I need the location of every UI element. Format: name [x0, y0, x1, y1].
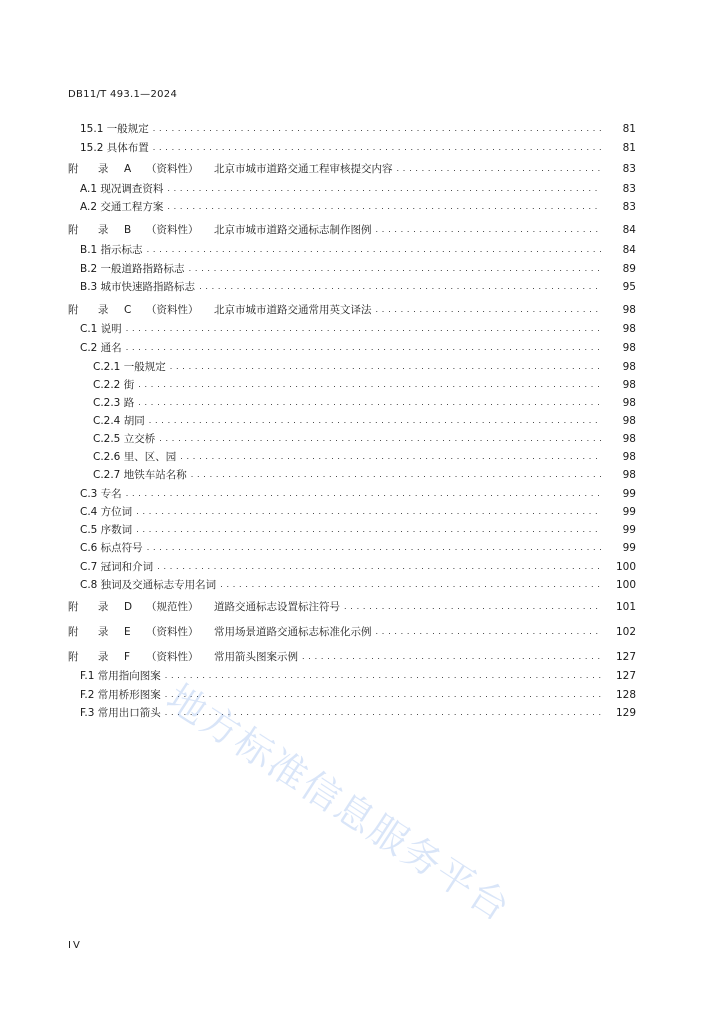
- dot-leader: [153, 124, 602, 134]
- toc-entry-label: F.1 常用指向图案: [80, 670, 161, 682]
- dot-leader: [302, 652, 602, 662]
- appendix-title: 北京市城市道路交通常用英文译法: [214, 304, 372, 316]
- toc-entry-label: C.1 说明: [80, 323, 122, 335]
- toc-page-number: 98: [622, 451, 636, 463]
- dot-leader: [153, 143, 602, 153]
- dot-leader: [159, 434, 602, 444]
- dot-leader: [376, 225, 603, 235]
- dot-leader: [376, 305, 603, 315]
- toc-entry-label: C.7 冠词和介词: [80, 561, 154, 573]
- dot-leader: [136, 525, 602, 535]
- appendix-word: 附 录: [68, 626, 117, 638]
- toc-page-number: 98: [622, 379, 636, 391]
- toc-entry[interactable]: [0, 432, 724, 446]
- dot-leader: [344, 602, 602, 612]
- toc-page-number: 101: [615, 601, 636, 613]
- toc-appendix-label: [0, 625, 372, 639]
- dot-leader: [126, 343, 602, 353]
- dot-leader: [167, 184, 602, 194]
- appendix-letter: C: [124, 304, 132, 316]
- dot-leader: [138, 398, 602, 408]
- toc-entry-label: 15.1 一般规定: [80, 123, 149, 135]
- toc-page-number: 100: [615, 579, 636, 591]
- watermark: 地方标准信息服务平台: [159, 675, 519, 931]
- toc-entry[interactable]: [0, 200, 724, 214]
- toc-page-number: 99: [622, 488, 636, 500]
- toc-page-number: 129: [615, 707, 636, 719]
- dot-leader: [170, 362, 602, 372]
- toc-entry[interactable]: [0, 541, 724, 555]
- toc-entry-label: F.3 常用出口箭头: [80, 707, 161, 719]
- dot-leader: [199, 282, 602, 292]
- toc-entry[interactable]: [0, 505, 724, 519]
- toc-entry[interactable]: [0, 450, 724, 464]
- toc-entry[interactable]: [0, 378, 724, 392]
- dot-leader: [138, 380, 602, 390]
- appendix-word: 附 录: [68, 304, 117, 316]
- appendix-word: 附 录: [68, 224, 117, 236]
- toc-entry-label: B.2 一般道路指路标志: [80, 263, 185, 275]
- appendix-type: （资料性）: [146, 163, 199, 175]
- appendix-title: 常用箭头图案示例: [214, 651, 298, 663]
- toc-page-number: 127: [615, 670, 636, 682]
- toc-entry[interactable]: [0, 341, 724, 355]
- dot-leader: [165, 708, 602, 718]
- toc-entry[interactable]: [0, 243, 724, 257]
- dot-leader: [136, 507, 602, 517]
- toc-appendix-label: [0, 650, 298, 664]
- toc-page-number: 99: [622, 542, 636, 554]
- appendix-type: （资料性）: [146, 224, 199, 236]
- toc-entry[interactable]: [0, 280, 724, 294]
- appendix-type: （规范性）: [146, 601, 199, 613]
- appendix-letter: E: [124, 626, 131, 638]
- toc-entry-label: A.1 现况调查资料: [80, 183, 164, 195]
- dot-leader: [126, 324, 602, 334]
- toc-page-number: 98: [622, 397, 636, 409]
- dot-leader: [147, 543, 602, 553]
- toc-entry-label: A.2 交通工程方案: [80, 201, 164, 213]
- toc-entry[interactable]: [0, 122, 724, 136]
- toc-appendix-entry[interactable]: [0, 625, 724, 639]
- toc-page-number: 102: [615, 626, 636, 638]
- dot-leader: [147, 245, 602, 255]
- toc-entry-label: 15.2 具体布置: [80, 142, 149, 154]
- toc-page-number: 100: [615, 561, 636, 573]
- toc-entry[interactable]: [0, 706, 724, 720]
- toc-entry[interactable]: [0, 360, 724, 374]
- toc-entry-label: F.2 常用桥形图案: [80, 689, 161, 701]
- appendix-title: 北京市城市道路交通标志制作图例: [214, 224, 372, 236]
- toc-entry[interactable]: [0, 322, 724, 336]
- dot-leader: [167, 202, 602, 212]
- toc-page-number: 98: [622, 323, 636, 335]
- toc-entry-label: C.8 独词及交通标志专用名词: [80, 579, 217, 591]
- toc-page-number: 89: [622, 263, 636, 275]
- appendix-word: 附 录: [68, 651, 117, 663]
- toc-entry[interactable]: [0, 523, 724, 537]
- toc-entry-label: C.2.1 一般规定: [93, 361, 166, 373]
- dot-leader: [376, 627, 603, 637]
- toc-entry-label: C.2.6 里、区、园: [93, 451, 177, 463]
- toc-entry[interactable]: [0, 669, 724, 683]
- toc-entry[interactable]: [0, 688, 724, 702]
- dot-leader: [189, 264, 602, 274]
- toc-page-number: 98: [622, 415, 636, 427]
- toc-entry[interactable]: [0, 468, 724, 482]
- appendix-title: 常用场景道路交通标志标准化示例: [214, 626, 372, 638]
- dot-leader: [165, 671, 602, 681]
- toc-page-number: 98: [622, 342, 636, 354]
- toc-appendix-label: [0, 303, 372, 317]
- dot-leader: [220, 580, 602, 590]
- toc-appendix-entry[interactable]: [0, 650, 724, 664]
- toc-appendix-entry[interactable]: [0, 303, 724, 317]
- toc-page-number: 98: [622, 469, 636, 481]
- toc-entry-label: C.4 方位词: [80, 506, 133, 518]
- appendix-type: （资料性）: [146, 651, 199, 663]
- toc-entry-label: C.2.5 立交桥: [93, 433, 156, 445]
- toc-appendix-label: [0, 223, 372, 237]
- toc-entry[interactable]: [0, 182, 724, 196]
- toc-entry-label: C.2.3 路: [93, 397, 135, 409]
- appendix-title: 道路交通标志设置标注符号: [214, 601, 340, 613]
- dot-leader: [180, 452, 602, 462]
- toc-entry-label: B.3 城市快速路指路标志: [80, 281, 196, 293]
- appendix-type: （资料性）: [146, 626, 199, 638]
- toc-page-number: 98: [622, 304, 636, 316]
- dot-leader: [149, 416, 602, 426]
- toc-appendix-label: [0, 162, 393, 176]
- dot-leader: [397, 164, 603, 174]
- toc-entry[interactable]: [0, 262, 724, 276]
- appendix-word: 附 录: [68, 601, 117, 613]
- toc-appendix-entry[interactable]: [0, 600, 724, 614]
- toc-entry[interactable]: [0, 414, 724, 428]
- toc-page-number: 83: [622, 183, 636, 195]
- document-id: DB11/T 493.1—2024: [68, 89, 178, 100]
- appendix-letter: F: [124, 651, 131, 663]
- appendix-letter: B: [124, 224, 132, 236]
- dot-leader: [165, 690, 602, 700]
- toc-entry-label: C.6 标点符号: [80, 542, 143, 554]
- toc-entry[interactable]: [0, 141, 724, 155]
- toc-entry-label: B.1 指示标志: [80, 244, 143, 256]
- toc-entry-label: C.5 序数词: [80, 524, 133, 536]
- toc-entry-label: C.2.2 街: [93, 379, 135, 391]
- dot-leader: [191, 470, 602, 480]
- toc-page-number: 84: [622, 224, 636, 236]
- appendix-type: （资料性）: [146, 304, 199, 316]
- toc-page-number: 83: [622, 163, 636, 175]
- toc-entry[interactable]: [0, 560, 724, 574]
- appendix-title: 北京市城市道路交通工程审核提交内容: [214, 163, 393, 175]
- toc-entry[interactable]: [0, 396, 724, 410]
- page-number: IV: [68, 940, 82, 951]
- toc-entry[interactable]: [0, 578, 724, 592]
- toc-page-number: 81: [622, 142, 636, 154]
- toc-page-number: 128: [615, 689, 636, 701]
- toc-appendix-entry[interactable]: [0, 223, 724, 237]
- toc-appendix-entry[interactable]: [0, 162, 724, 176]
- toc-page-number: 84: [622, 244, 636, 256]
- toc-page-number: 98: [622, 433, 636, 445]
- dot-leader: [126, 489, 602, 499]
- toc-entry[interactable]: [0, 487, 724, 501]
- toc-page-number: 98: [622, 361, 636, 373]
- appendix-word: 附 录: [68, 163, 117, 175]
- toc-page-number: 83: [622, 201, 636, 213]
- toc-entry-label: C.3 专名: [80, 488, 122, 500]
- appendix-letter: A: [124, 163, 132, 175]
- toc-entry-label: C.2.4 胡同: [93, 415, 145, 427]
- dot-leader: [157, 562, 602, 572]
- toc-page-number: 99: [622, 524, 636, 536]
- toc-page-number: 95: [622, 281, 636, 293]
- appendix-letter: D: [124, 601, 133, 613]
- toc-page-number: 127: [615, 651, 636, 663]
- toc-appendix-label: [0, 600, 340, 614]
- toc-page-number: 81: [622, 123, 636, 135]
- toc-entry-label: C.2.7 地铁车站名称: [93, 469, 187, 481]
- toc-page-number: 99: [622, 506, 636, 518]
- toc-entry-label: C.2 通名: [80, 342, 122, 354]
